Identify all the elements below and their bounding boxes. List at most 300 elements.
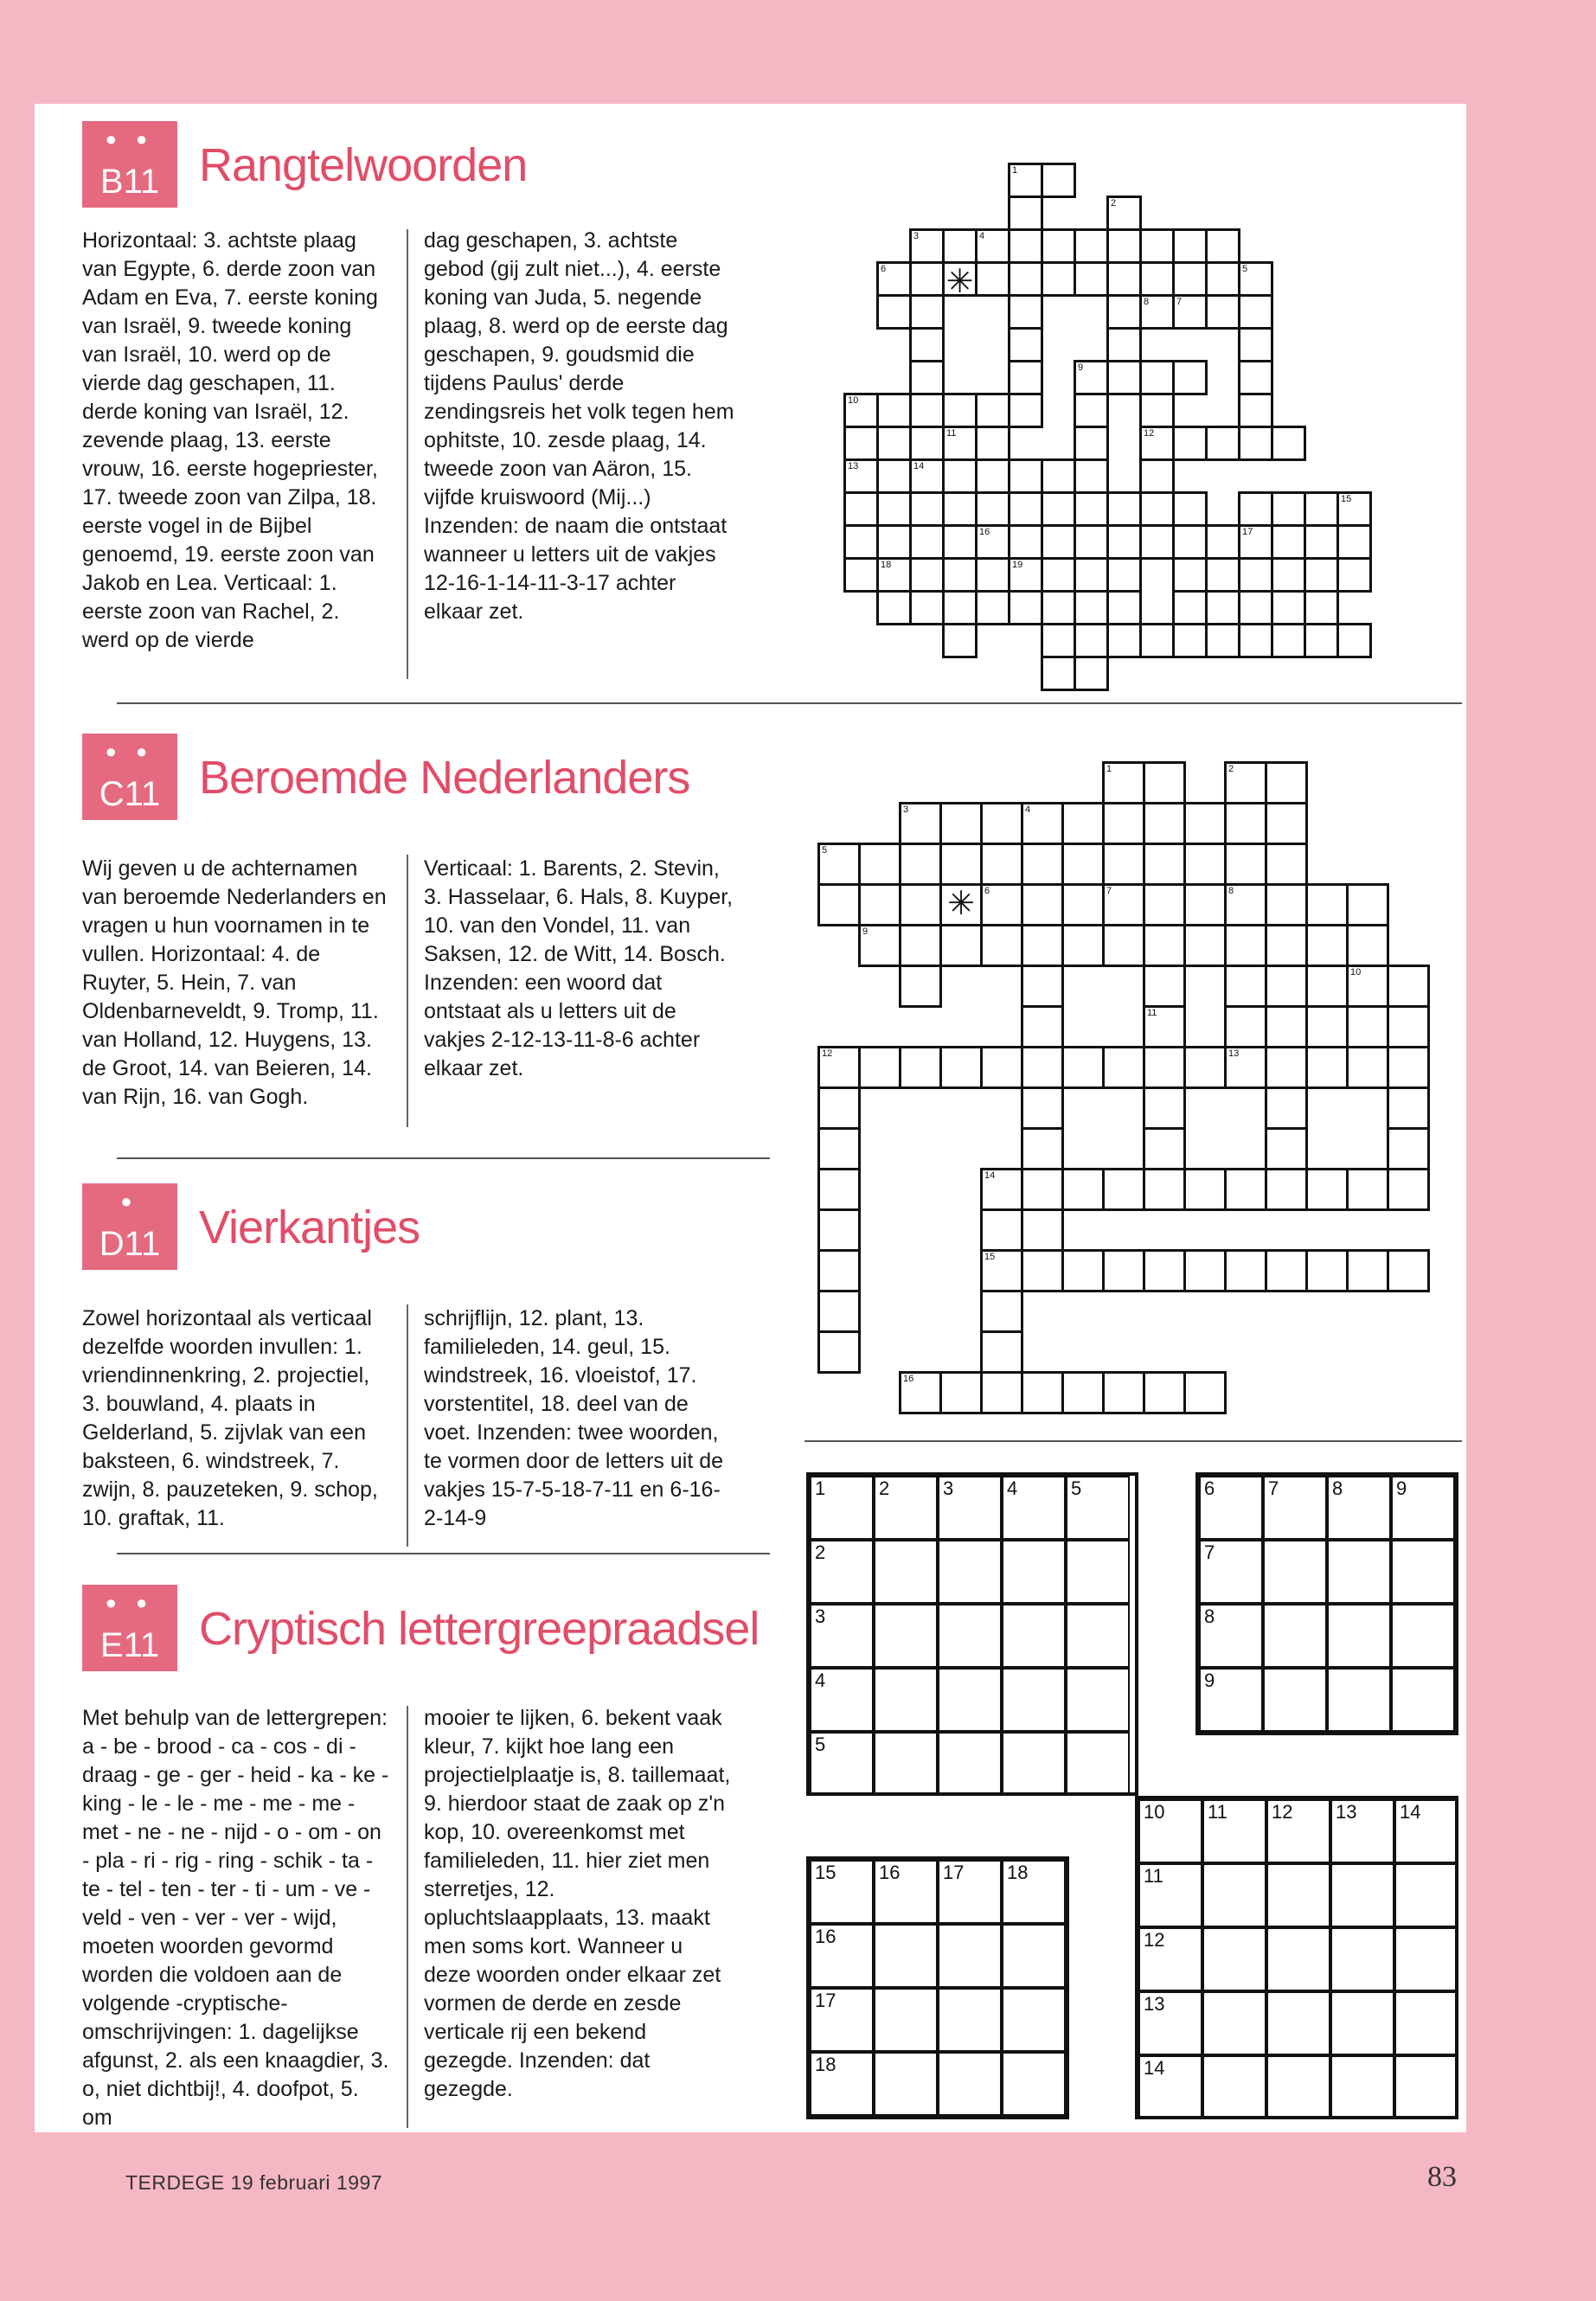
crossword-cell[interactable] <box>975 491 1010 527</box>
crossword-cell[interactable] <box>909 228 945 264</box>
crossword-cell[interactable] <box>1172 590 1208 625</box>
crossword-cell[interactable] <box>1143 1249 1186 1292</box>
crossword-cell[interactable] <box>1061 1249 1105 1292</box>
square-cell[interactable] <box>874 1540 938 1604</box>
crossword-cell[interactable] <box>1041 656 1076 691</box>
crossword-cell[interactable] <box>876 524 912 560</box>
crossword-cell[interactable] <box>1106 294 1142 330</box>
crossword-cell[interactable] <box>1205 590 1240 625</box>
crossword-cell[interactable] <box>909 360 945 395</box>
crossword-cell[interactable] <box>843 524 879 560</box>
crossword-cell[interactable] <box>876 458 912 494</box>
crossword-cell[interactable] <box>1205 623 1240 658</box>
crossword-cell[interactable] <box>1238 491 1273 527</box>
crossword-cell[interactable] <box>1041 163 1076 198</box>
crossword-cell[interactable] <box>1106 261 1142 297</box>
square-cell[interactable] <box>874 1668 938 1732</box>
square-cell[interactable] <box>810 1988 874 2052</box>
crossword-cell[interactable] <box>1238 327 1273 362</box>
crossword-cell[interactable] <box>1074 590 1109 625</box>
crossword-cell[interactable] <box>1021 1371 1064 1414</box>
crossword-cell[interactable] <box>1336 524 1372 560</box>
crossword-cell[interactable] <box>939 883 983 926</box>
crossword-cell[interactable] <box>1238 261 1273 297</box>
crossword-cell[interactable] <box>1183 1046 1227 1089</box>
crossword-cell[interactable] <box>899 965 942 1008</box>
crossword-cell[interactable] <box>1205 294 1240 330</box>
crossword-cell[interactable] <box>1271 524 1306 560</box>
crossword-cell[interactable] <box>1387 1249 1430 1292</box>
crossword-cell[interactable] <box>1074 656 1109 691</box>
square-cell[interactable] <box>810 1732 874 1796</box>
square-cell[interactable] <box>938 1668 1002 1732</box>
crossword-cell[interactable] <box>909 557 945 593</box>
crossword-cell[interactable] <box>1143 883 1186 926</box>
square-cell[interactable] <box>1391 1540 1455 1604</box>
crossword-cell[interactable] <box>1041 491 1076 527</box>
crossword-cell[interactable] <box>1305 1249 1349 1292</box>
crossword-cell[interactable] <box>1139 360 1175 395</box>
crossword-cell[interactable] <box>980 883 1023 926</box>
crossword-cell[interactable] <box>1305 924 1349 967</box>
square-cell[interactable] <box>1066 1540 1130 1604</box>
crossword-cell[interactable] <box>1143 761 1186 804</box>
crossword-cell[interactable] <box>980 1168 1023 1211</box>
crossword-cell[interactable] <box>1265 761 1308 804</box>
crossword-cell[interactable] <box>899 1371 942 1414</box>
crossword-cell[interactable] <box>1238 590 1273 625</box>
square-cell[interactable] <box>1002 1604 1066 1668</box>
crossword-cell[interactable] <box>1183 802 1227 845</box>
crossword-cell[interactable] <box>1061 802 1105 845</box>
crossword-cell[interactable] <box>1143 843 1186 886</box>
crossword-cell[interactable] <box>1106 557 1142 593</box>
crossword-cell[interactable] <box>1021 1005 1064 1048</box>
crossword-cell[interactable] <box>843 491 879 527</box>
crossword-cell[interactable] <box>980 1330 1023 1374</box>
crossword-cell[interactable] <box>1008 195 1043 231</box>
square-cell[interactable] <box>938 1988 1002 2052</box>
crossword-cell[interactable] <box>1021 924 1064 967</box>
crossword-cell[interactable] <box>939 1046 983 1089</box>
crossword-cell[interactable] <box>1238 393 1273 428</box>
crossword-cell[interactable] <box>817 1168 861 1211</box>
square-cell[interactable] <box>810 1604 874 1668</box>
crossword-cell[interactable] <box>817 1046 861 1089</box>
crossword-cell[interactable] <box>1265 965 1308 1008</box>
crossword-cell[interactable] <box>1139 261 1175 297</box>
crossword-cell[interactable] <box>1205 524 1240 560</box>
square-cell[interactable] <box>1199 1476 1263 1540</box>
crossword-cell[interactable] <box>1143 1168 1186 1211</box>
crossword-cell[interactable] <box>1102 1371 1145 1414</box>
crossword-cell[interactable] <box>858 843 901 886</box>
crossword-cell[interactable] <box>817 1249 861 1292</box>
crossword-cell[interactable] <box>1074 261 1109 297</box>
square-cell[interactable] <box>1327 1668 1391 1732</box>
crossword-cell[interactable] <box>1021 1046 1064 1089</box>
crossword-cell[interactable] <box>1172 524 1208 560</box>
crossword-cell[interactable] <box>1265 1249 1308 1292</box>
crossword-cell[interactable] <box>1172 228 1208 264</box>
crossword-cell[interactable] <box>1265 1046 1308 1089</box>
crossword-cell[interactable] <box>1143 924 1186 967</box>
square-cell[interactable] <box>1330 1863 1394 1927</box>
crossword-cell[interactable] <box>1102 1046 1145 1089</box>
square-cell[interactable] <box>810 2052 874 2116</box>
crossword-cell[interactable] <box>1074 426 1109 461</box>
crossword-cell[interactable] <box>1304 623 1339 658</box>
crossword-cell[interactable] <box>909 524 945 560</box>
crossword-cell[interactable] <box>1139 228 1175 264</box>
square-cell[interactable] <box>1330 1799 1394 1863</box>
crossword-cell[interactable] <box>1304 491 1339 527</box>
square-cell[interactable] <box>874 1732 938 1796</box>
square-cell[interactable] <box>1002 1860 1066 1924</box>
square-cell[interactable] <box>1263 1668 1327 1732</box>
crossword-cell[interactable] <box>1061 883 1105 926</box>
crossword-cell[interactable] <box>980 924 1023 967</box>
crossword-cell[interactable] <box>1041 458 1076 494</box>
crossword-cell[interactable] <box>1143 1086 1186 1130</box>
crossword-cell[interactable] <box>1183 843 1227 886</box>
crossword-cell[interactable] <box>909 393 945 428</box>
crossword-cell[interactable] <box>1021 1249 1064 1292</box>
crossword-cell[interactable] <box>1008 228 1043 264</box>
crossword-cell[interactable] <box>909 458 945 494</box>
crossword-cell[interactable] <box>817 1086 861 1130</box>
square-cell[interactable] <box>1066 1604 1130 1668</box>
crossword-cell[interactable] <box>1102 924 1145 967</box>
crossword-cell[interactable] <box>975 261 1010 297</box>
crossword-cell[interactable] <box>1305 1168 1349 1211</box>
square-cell[interactable] <box>810 1860 874 1924</box>
crossword-cell[interactable] <box>876 261 912 297</box>
crossword-cell[interactable] <box>942 623 977 658</box>
square-cell[interactable] <box>1002 1668 1066 1732</box>
crossword-cell[interactable] <box>1305 1005 1349 1048</box>
crossword-cell[interactable] <box>942 393 977 428</box>
crossword-cell[interactable] <box>1008 261 1043 297</box>
square-cell[interactable] <box>938 1860 1002 1924</box>
square-cell[interactable] <box>1138 1863 1202 1927</box>
square-cell[interactable] <box>1391 1668 1455 1732</box>
crossword-cell[interactable] <box>1238 294 1273 330</box>
square-cell[interactable] <box>938 1540 1002 1604</box>
crossword-cell[interactable] <box>876 393 912 428</box>
crossword-cell[interactable] <box>1172 426 1208 461</box>
square-cell[interactable] <box>1327 1604 1391 1668</box>
crossword-cell[interactable] <box>1008 590 1043 625</box>
crossword-cell[interactable] <box>1346 1046 1389 1089</box>
crossword-cell[interactable] <box>817 1127 861 1170</box>
crossword-cell[interactable] <box>1271 590 1306 625</box>
square-cell[interactable] <box>1394 1927 1458 1991</box>
square-cell[interactable] <box>1330 2055 1394 2119</box>
crossword-cell[interactable] <box>1139 426 1175 461</box>
square-cell[interactable] <box>1202 1991 1266 2055</box>
crossword-cell[interactable] <box>1102 761 1145 804</box>
crossword-cell[interactable] <box>1224 1249 1267 1292</box>
crossword-cell[interactable] <box>1304 557 1339 593</box>
crossword-cell[interactable] <box>1041 557 1076 593</box>
crossword-cell[interactable] <box>980 1371 1023 1414</box>
crossword-cell[interactable] <box>1304 590 1339 625</box>
square-cell[interactable] <box>1263 1540 1327 1604</box>
crossword-cell[interactable] <box>899 883 942 926</box>
crossword-cell[interactable] <box>1346 883 1389 926</box>
square-cell[interactable] <box>874 1604 938 1668</box>
crossword-cell[interactable] <box>1224 802 1267 845</box>
crossword-cell[interactable] <box>1041 590 1076 625</box>
crossword-cell[interactable] <box>980 843 1023 886</box>
crossword-cell[interactable] <box>939 924 983 967</box>
crossword-cell[interactable] <box>817 883 861 926</box>
crossword-cell[interactable] <box>1041 524 1076 560</box>
square-cell[interactable] <box>1391 1604 1455 1668</box>
square-cell[interactable] <box>1002 1924 1066 1988</box>
square-cell[interactable] <box>1202 1799 1266 1863</box>
crossword-cell[interactable] <box>909 590 945 625</box>
square-cell[interactable] <box>1266 1863 1330 1927</box>
crossword-cell[interactable] <box>817 843 861 886</box>
square-cell[interactable] <box>874 1860 938 1924</box>
crossword-cell[interactable] <box>1238 557 1273 593</box>
square-cell[interactable] <box>938 1476 1002 1540</box>
square-cell[interactable] <box>1394 1799 1458 1863</box>
crossword-cell[interactable] <box>1061 843 1105 886</box>
crossword-cell[interactable] <box>1106 228 1142 264</box>
crossword-cell[interactable] <box>975 458 1010 494</box>
crossword-cell[interactable] <box>909 294 945 330</box>
square-cell[interactable] <box>1394 1863 1458 1927</box>
crossword-cell[interactable] <box>1305 1046 1349 1089</box>
square-cell[interactable] <box>1394 1991 1458 2055</box>
crossword-cell[interactable] <box>1106 623 1142 658</box>
square-cell[interactable] <box>1266 1991 1330 2055</box>
crossword-cell[interactable] <box>1387 1046 1430 1089</box>
crossword-cell[interactable] <box>899 1046 942 1089</box>
crossword-cell[interactable] <box>1008 163 1043 198</box>
square-cell[interactable] <box>1266 2055 1330 2119</box>
crossword-cell[interactable] <box>1205 557 1240 593</box>
crossword-cell[interactable] <box>1021 883 1064 926</box>
crossword-cell[interactable] <box>1305 883 1349 926</box>
crossword-cell[interactable] <box>1265 1086 1308 1130</box>
crossword-cell[interactable] <box>1021 802 1064 845</box>
crossword-cell[interactable] <box>1139 458 1175 494</box>
crossword-cell[interactable] <box>1336 491 1372 527</box>
crossword-cell[interactable] <box>975 557 1010 593</box>
crossword-cell[interactable] <box>1143 1371 1186 1414</box>
crossword-cell[interactable] <box>1172 294 1208 330</box>
crossword-cell[interactable] <box>1074 623 1109 658</box>
crossword-cell[interactable] <box>1074 557 1109 593</box>
square-cell[interactable] <box>1138 1927 1202 1991</box>
square-cell[interactable] <box>1327 1476 1391 1540</box>
crossword-cell[interactable] <box>939 1371 983 1414</box>
crossword-cell[interactable] <box>1224 1046 1267 1089</box>
crossword-cell[interactable] <box>909 426 945 461</box>
crossword-cell[interactable] <box>1305 965 1349 1008</box>
crossword-cell[interactable] <box>975 228 1010 264</box>
square-cell[interactable] <box>1002 1988 1066 2052</box>
crossword-cell[interactable] <box>1224 1168 1267 1211</box>
crossword-cell[interactable] <box>1183 924 1227 967</box>
crossword-cell[interactable] <box>1102 883 1145 926</box>
crossword-cell[interactable] <box>975 426 1010 461</box>
crossword-cell[interactable] <box>1106 360 1142 395</box>
crossword-cell[interactable] <box>975 524 1010 560</box>
crossword-cell[interactable] <box>1021 1086 1064 1130</box>
crossword-cell[interactable] <box>1336 557 1372 593</box>
crossword-cell[interactable] <box>1271 557 1306 593</box>
crossword-cell[interactable] <box>1139 294 1175 330</box>
crossword-cell[interactable] <box>876 557 912 593</box>
crossword-cell[interactable] <box>1183 1371 1227 1414</box>
crossword-cell[interactable] <box>1008 557 1043 593</box>
crossword-cell[interactable] <box>843 557 879 593</box>
crossword-cell[interactable] <box>843 426 879 461</box>
crossword-cell[interactable] <box>980 1249 1023 1292</box>
square-cell[interactable] <box>1263 1476 1327 1540</box>
crossword-cell[interactable] <box>817 1208 861 1252</box>
crossword-cell[interactable] <box>843 393 879 428</box>
crossword-cell[interactable] <box>1061 1046 1105 1089</box>
square-cell[interactable] <box>1263 1604 1327 1668</box>
crossword-cell[interactable] <box>1074 360 1109 395</box>
crossword-cell[interactable] <box>1074 524 1109 560</box>
crossword-cell[interactable] <box>1387 1168 1430 1211</box>
crossword-cell[interactable] <box>899 843 942 886</box>
square-cell[interactable] <box>1002 2052 1066 2116</box>
square-cell[interactable] <box>1138 1799 1202 1863</box>
crossword-cell[interactable] <box>1172 623 1208 658</box>
square-cell[interactable] <box>938 1732 1002 1796</box>
square-cell[interactable] <box>1138 2055 1202 2119</box>
crossword-cell[interactable] <box>1061 1371 1105 1414</box>
crossword-cell[interactable] <box>942 458 977 494</box>
crossword-cell[interactable] <box>1139 524 1175 560</box>
square-cell[interactable] <box>1066 1476 1130 1540</box>
crossword-cell[interactable] <box>1061 924 1105 967</box>
square-cell[interactable] <box>1199 1668 1263 1732</box>
crossword-cell[interactable] <box>1271 491 1306 527</box>
crossword-cell[interactable] <box>1205 228 1240 264</box>
crossword-cell[interactable] <box>1106 195 1142 231</box>
crossword-cell[interactable] <box>1224 761 1267 804</box>
square-cell[interactable] <box>1202 2055 1266 2119</box>
crossword-cell[interactable] <box>1172 491 1208 527</box>
crossword-cell[interactable] <box>876 294 912 330</box>
crossword-cell[interactable] <box>942 557 977 593</box>
crossword-cell[interactable] <box>1304 524 1339 560</box>
square-cell[interactable] <box>1066 1668 1130 1732</box>
crossword-cell[interactable] <box>1224 1005 1267 1048</box>
crossword-cell[interactable] <box>1387 1005 1430 1048</box>
square-cell[interactable] <box>1199 1604 1263 1668</box>
crossword-cell[interactable] <box>1183 1168 1227 1211</box>
crossword-cell[interactable] <box>1346 1005 1389 1048</box>
crossword-cell[interactable] <box>876 590 912 625</box>
square-cell[interactable] <box>1138 1991 1202 2055</box>
crossword-cell[interactable] <box>1106 491 1142 527</box>
square-cell[interactable] <box>874 1924 938 1988</box>
square-cell[interactable] <box>1266 1799 1330 1863</box>
square-cell[interactable] <box>810 1476 874 1540</box>
crossword-cell[interactable] <box>942 228 977 264</box>
crossword-cell[interactable] <box>1074 228 1109 264</box>
crossword-cell[interactable] <box>1265 883 1308 926</box>
crossword-cell[interactable] <box>1008 491 1043 527</box>
crossword-cell[interactable] <box>1041 261 1076 297</box>
crossword-cell[interactable] <box>1102 1249 1145 1292</box>
crossword-cell[interactable] <box>1183 883 1227 926</box>
crossword-cell[interactable] <box>1271 426 1306 461</box>
crossword-cell[interactable] <box>1139 393 1175 428</box>
crossword-cell[interactable] <box>1106 590 1142 625</box>
crossword-cell[interactable] <box>1074 458 1109 494</box>
crossword-cell[interactable] <box>1008 524 1043 560</box>
square-cell[interactable] <box>1202 1927 1266 1991</box>
crossword-cell[interactable] <box>1172 261 1208 297</box>
crossword-cell[interactable] <box>1143 1005 1186 1048</box>
crossword-cell[interactable] <box>1021 1208 1064 1252</box>
crossword-cell[interactable] <box>1346 1168 1389 1211</box>
square-cell[interactable] <box>874 2052 938 2116</box>
crossword-cell[interactable] <box>1387 965 1430 1008</box>
crossword-cell[interactable] <box>1074 393 1109 428</box>
crossword-cell[interactable] <box>980 802 1023 845</box>
crossword-cell[interactable] <box>1008 360 1043 395</box>
square-cell[interactable] <box>1199 1540 1263 1604</box>
crossword-cell[interactable] <box>1106 524 1142 560</box>
crossword-cell[interactable] <box>909 327 945 362</box>
crossword-cell[interactable] <box>909 261 945 297</box>
square-cell[interactable] <box>1266 1927 1330 1991</box>
crossword-cell[interactable] <box>1265 843 1308 886</box>
crossword-cell[interactable] <box>1106 327 1142 362</box>
crossword-cell[interactable] <box>1143 1127 1186 1170</box>
crossword-cell[interactable] <box>1265 1127 1308 1170</box>
square-cell[interactable] <box>1327 1540 1391 1604</box>
crossword-cell[interactable] <box>980 1208 1023 1252</box>
square-cell[interactable] <box>810 1540 874 1604</box>
crossword-cell[interactable] <box>1061 1168 1105 1211</box>
square-cell[interactable] <box>1002 1732 1066 1796</box>
crossword-cell[interactable] <box>1238 623 1273 658</box>
square-cell[interactable] <box>1330 1927 1394 1991</box>
crossword-cell[interactable] <box>1008 294 1043 330</box>
crossword-cell[interactable] <box>1238 360 1273 395</box>
crossword-cell[interactable] <box>1139 491 1175 527</box>
crossword-cell[interactable] <box>1346 1249 1389 1292</box>
crossword-cell[interactable] <box>1387 1127 1430 1170</box>
crossword-cell[interactable] <box>1271 623 1306 658</box>
crossword-cell[interactable] <box>1238 426 1273 461</box>
crossword-cell[interactable] <box>1139 623 1175 658</box>
square-cell[interactable] <box>1002 1540 1066 1604</box>
crossword-cell[interactable] <box>1041 228 1076 264</box>
crossword-cell[interactable] <box>1336 623 1372 658</box>
square-cell[interactable] <box>1066 1732 1130 1796</box>
crossword-cell[interactable] <box>1021 965 1064 1008</box>
crossword-cell[interactable] <box>942 426 977 461</box>
crossword-cell[interactable] <box>1224 883 1267 926</box>
crossword-cell[interactable] <box>1143 965 1186 1008</box>
crossword-cell[interactable] <box>1387 1086 1430 1130</box>
crossword-cell[interactable] <box>1008 327 1043 362</box>
